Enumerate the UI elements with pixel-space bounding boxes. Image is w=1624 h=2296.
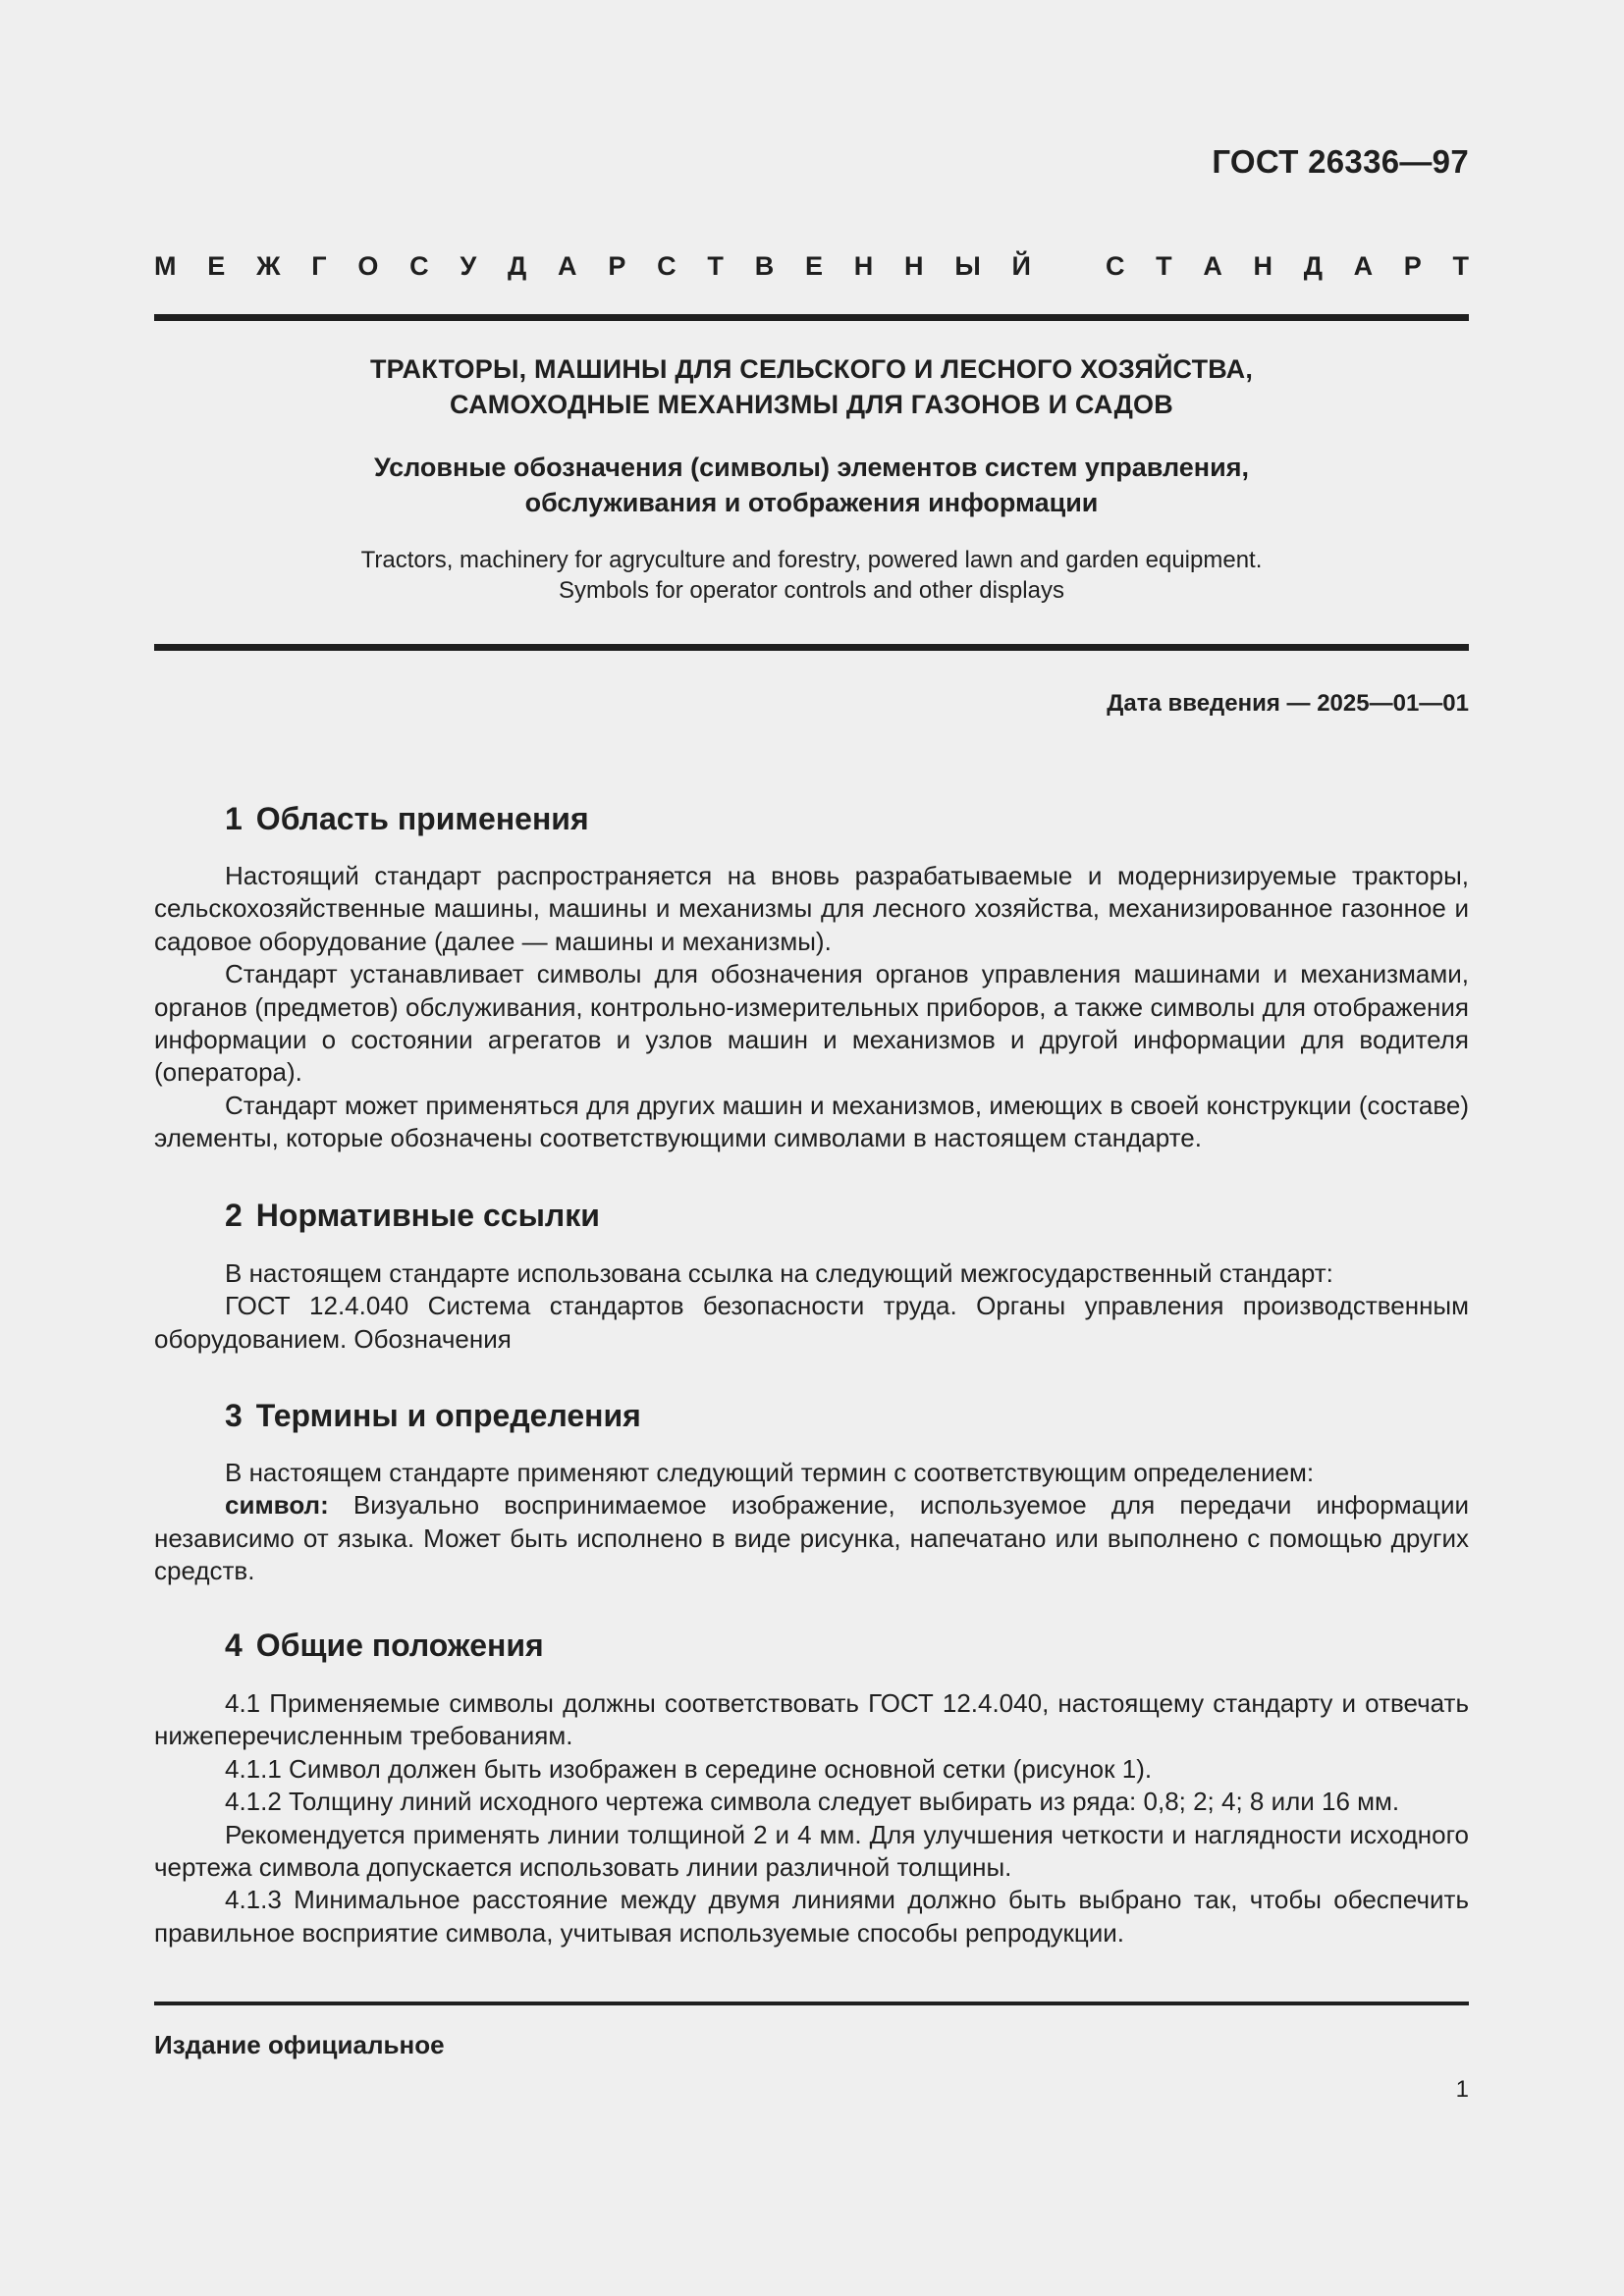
top-rule [154, 314, 1469, 321]
subtitle-line-2: обслуживания и отображения информации [524, 488, 1099, 517]
section-2-body [154, 1257, 1469, 1356]
definition: Визуально воспринимаемое изображение, используемое для передачи информации независимо от языка. Может быть исполнено в виде рисунка, напечатано или выполнено с помощью других средств. [154, 1490, 1469, 1586]
letter: С [1106, 251, 1125, 281]
section-number: 4 [225, 1628, 243, 1663]
section-title: Общие положения [255, 1628, 544, 1663]
paragraph: Стандарт может применяться для других машин и механизмов, имеющих в своей конструкции (составе) элементы, которые обозначены соответствующими символами в настоящем стандарте. [154, 1090, 1469, 1153]
paragraph: ГОСТ 12.4.040 Система стандартов безопасности труда. Органы управления производственным оборудованием. Обозначения [154, 1291, 1469, 1354]
paragraph: В настоящем стандарте применяют следующий термин с соответствующим определением: [225, 1458, 1315, 1487]
letter: Р [1403, 251, 1422, 281]
letter: Ы [954, 251, 981, 281]
standard-type-heading [154, 251, 1469, 282]
page-number: 1 [1455, 2076, 1469, 2103]
subtitle [154, 450, 1469, 520]
letter: М [154, 251, 177, 281]
subtitle-line-1: Условные обозначения (символы) элементов систем управления, [374, 453, 1249, 482]
letter: Д [508, 251, 527, 281]
main-title-line-1: ТРАКТОРЫ, МАШИНЫ ДЛЯ СЕЛЬСКОГО И ЛЕСНОГО ХОЗЯЙСТВА, [369, 354, 1254, 384]
letter: Н [1253, 251, 1273, 281]
letter: Т [1452, 251, 1469, 281]
letter: У [460, 251, 477, 281]
letter: Т [707, 251, 724, 281]
letter: С [657, 251, 677, 281]
letter: Д [1303, 251, 1323, 281]
section-3-body [154, 1457, 1469, 1588]
paragraph: 4.1.1 Символ должен быть изображен в середине основной сетки (рисунок 1). [225, 1753, 1153, 1784]
section-1-heading [225, 801, 589, 837]
paragraph: Рекомендуется применять линии толщиной 2 и 4 мм. Для улучшения четкости и наглядности исходного чертежа символа допускается использовать линии различной толщины. [154, 1819, 1469, 1883]
letter: Н [904, 251, 924, 281]
section-title: Термины и определения [255, 1398, 641, 1433]
term: символ: [225, 1490, 329, 1521]
section-4-body [154, 1687, 1469, 1949]
term-definition [154, 1489, 1469, 1587]
section-number: 3 [225, 1398, 243, 1433]
section-1-body [154, 860, 1469, 1155]
letter: О [357, 251, 379, 281]
paragraph: В настоящем стандарте использована ссылка на следующий межгосударственный стандарт: [225, 1258, 1333, 1288]
letter: Р [608, 251, 626, 281]
english-title-line-1: Tractors, machinery for agryculture and forestry, powered lawn and garden equipment. [360, 547, 1263, 573]
standard-type-word-1 [154, 251, 1031, 282]
section-2-heading [225, 1198, 600, 1234]
letter: Й [1011, 251, 1031, 281]
paragraph: 4.1.3 Минимальное расстояние между двумя линиями должно быть выбрано так, чтобы обеспечить правильное восприятие символа, учитывая используемые способы репродукции. [154, 1885, 1469, 1948]
standard-type-word-2 [1106, 251, 1469, 282]
title-bottom-rule [154, 644, 1469, 651]
document-code: ГОСТ 26336—97 [1212, 143, 1469, 180]
english-title-line-2: Symbols for operator controls and other displays [559, 577, 1064, 604]
letter: Г [311, 251, 327, 281]
section-4-heading [225, 1628, 544, 1664]
letter: С [409, 251, 429, 281]
letter: Е [207, 251, 226, 281]
paragraph: Настоящий стандарт распространяется на вновь разрабатываемые и модернизируемые тракторы, сельскохозяйственные машины, машины и механизмы для лесного хозяйства, механизированное газонное и садовое оборудование (далее — машины и механизмы). [154, 861, 1469, 956]
paragraph: 4.1 Применяемые символы должны соответствовать ГОСТ 12.4.040, настоящему стандарту и отвечать нижеперечисленным требованиям. [154, 1688, 1469, 1751]
paragraph: 4.1.2 Толщину линий исходного чертежа символа следует выбирать из ряда: 0,8; 2; 4; 8 или 16 мм. [225, 1787, 1400, 1817]
letter: Е [804, 251, 823, 281]
letter: Т [1156, 251, 1172, 281]
section-number: 1 [225, 801, 243, 836]
letter: Н [853, 251, 874, 281]
footer-rule [154, 2002, 1469, 2005]
introduction-date: Дата введения — 2025—01—01 [1107, 690, 1469, 717]
letter: Ж [256, 251, 281, 281]
section-number: 2 [225, 1198, 243, 1233]
letter: В [754, 251, 775, 281]
edition-label: Издание официальное [154, 2030, 445, 2059]
letter: А [1353, 251, 1374, 281]
english-title [154, 545, 1469, 606]
section-title: Область применения [255, 801, 589, 836]
section-3-heading [225, 1398, 641, 1434]
section-title: Нормативные ссылки [255, 1198, 600, 1233]
document-page [154, 0, 1469, 2296]
main-title-line-2: САМОХОДНЫЕ МЕХАНИЗМЫ ДЛЯ ГАЗОНОВ И САДОВ [450, 390, 1173, 419]
main-title [154, 351, 1469, 422]
letter: А [558, 251, 577, 281]
paragraph: Стандарт устанавливает символы для обозначения органов управления машинами и механизмами, органов (предметов) обслуживания, контрольно-измерительных приборов, а также символы для отображения информации о состоянии агрегатов и узлов машин и механизмов и другой информации для водителя (оператора). [154, 959, 1469, 1088]
letter: А [1203, 251, 1222, 281]
